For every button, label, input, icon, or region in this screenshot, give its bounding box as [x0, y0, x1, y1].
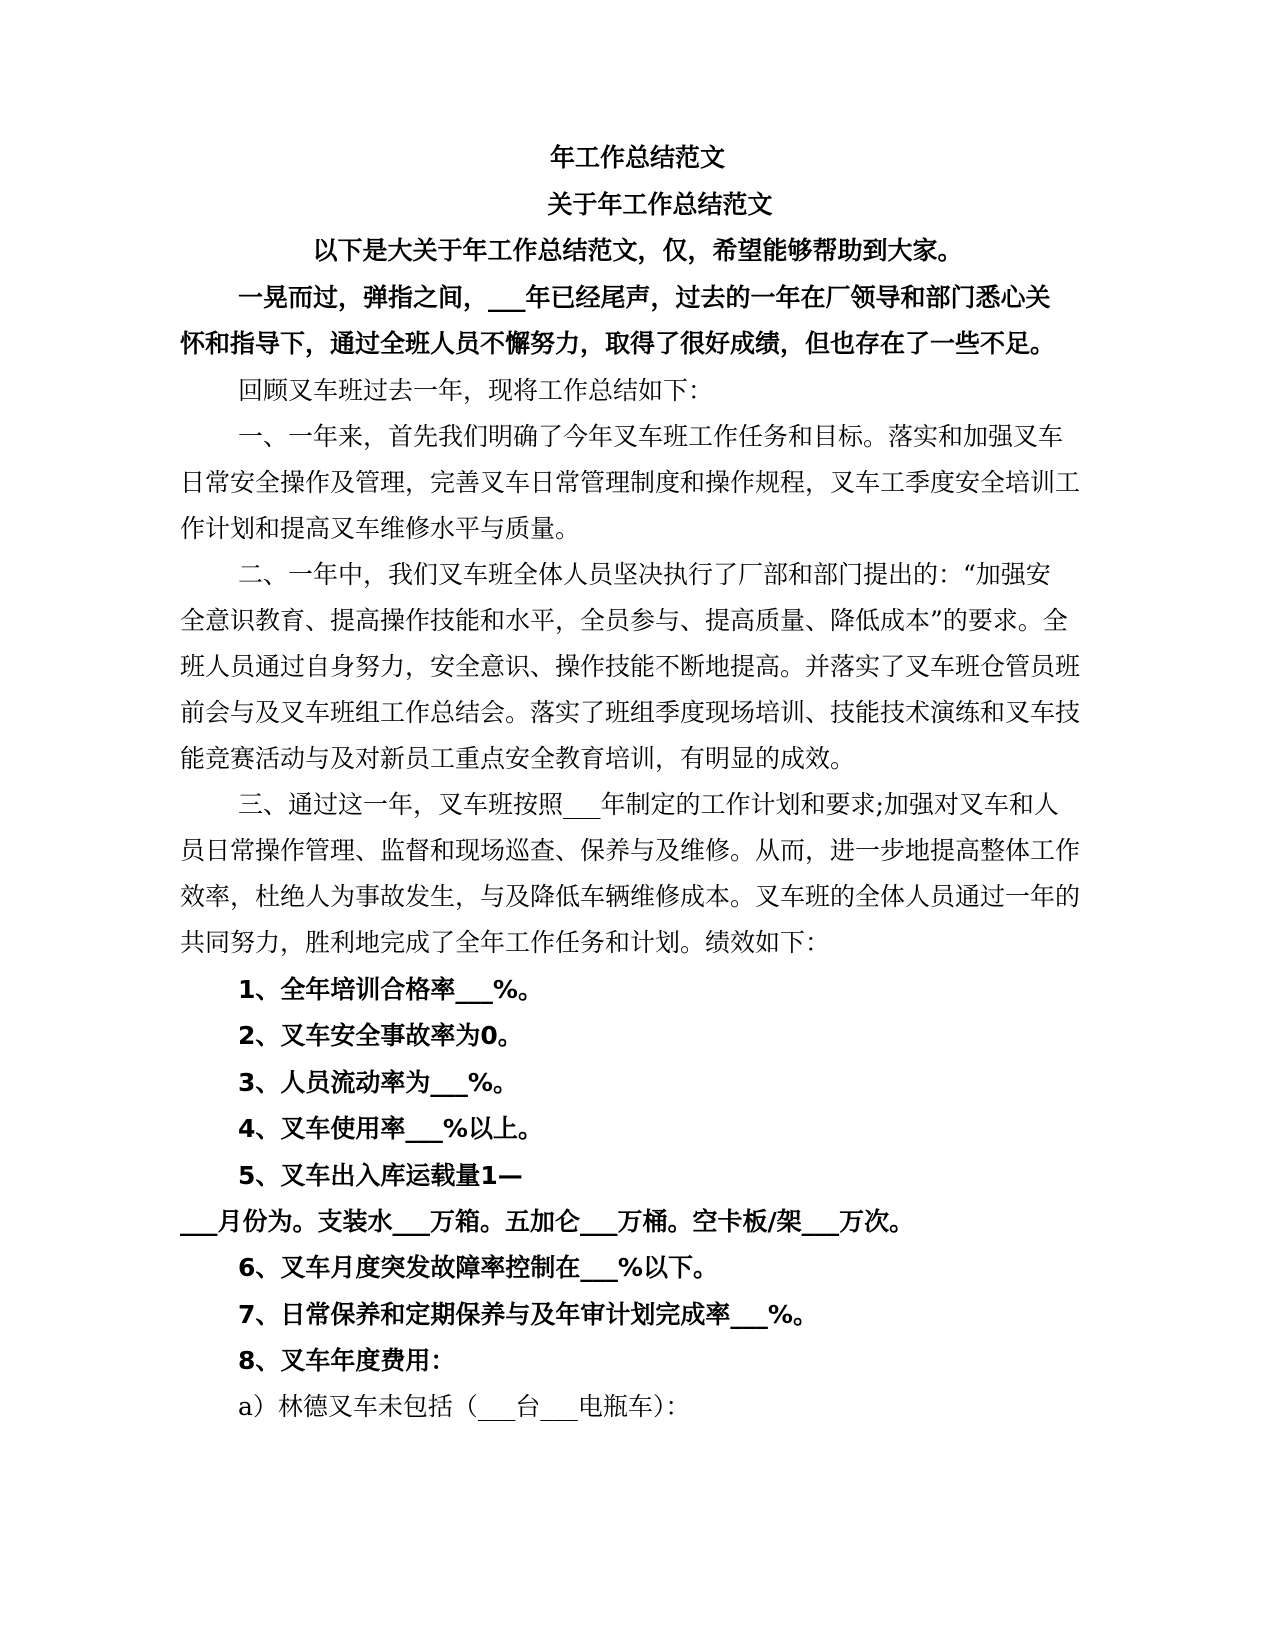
para4-line-5: 能竞赛活动与及对新员工重点安全教育培训，有明显的成效。 [180, 744, 856, 773]
item-3: 3、人员流动率为___%。 [238, 1068, 518, 1097]
para1-line-2: 怀和指导下，通过全班人员不懈努力，取得了很好成绩，但也存在了一些不足。 [180, 329, 1056, 358]
item-7: 7、日常保养和定期保养与及年审计划完成率___%。 [238, 1300, 818, 1329]
para4-line-2: 全意识教育、提高操作技能和水平，全员参与、提高质量、降低成本”的要求。全 [180, 606, 1068, 635]
para4-line-4: 前会与及叉车班组工作总结会。落实了班组季度现场培训、技能技术演练和叉车技 [180, 698, 1081, 727]
item-4: 4、叉车使用率___%以上。 [238, 1114, 543, 1143]
document-subtitle: 关于年工作总结范文 [547, 190, 773, 219]
item-8: 8、叉车年度费用： [238, 1346, 456, 1375]
para5-line-2: 员日常操作管理、监督和现场巡查、保养与及维修。从而，进一步地提高整体工作 [180, 836, 1081, 865]
para1-line-1: 一晃而过，弹指之间，___年已经尾声，过去的一年在厂领导和部门悉心关 [238, 283, 1051, 312]
para5-line-1: 三、通过这一年，叉车班按照___年制定的工作计划和要求;加强对叉车和人 [238, 790, 1059, 819]
item-1: 1、全年培训合格率___%。 [238, 975, 543, 1004]
para5-line-3: 效率，杜绝人为事故发生，与及降低车辆维修成本。叉车班的全体人员通过一年的 [180, 882, 1081, 911]
para3-line-2: 日常安全操作及管理，完善叉车日常管理制度和操作规程，叉车工季度安全培训工 [180, 468, 1081, 497]
intro-line: 以下是大关于年工作总结范文，仅，希望能够帮助到大家。 [312, 236, 963, 265]
para4-line-1: 二、一年中，我们叉车班全体人员坚决执行了厂部和部门提出的：“加强安 [238, 560, 1051, 589]
para3-line-3: 作计划和提高叉车维修水平与质量。 [180, 514, 581, 543]
item-6: 6、叉车月度突发故障率控制在___%以下。 [238, 1253, 718, 1282]
item-8-a: a）林德叉车未包括（___台___电瓶车）： [238, 1392, 691, 1421]
para2-line: 回顾叉车班过去一年，现将工作总结如下： [238, 376, 714, 405]
item-2: 2、叉车安全事故率为0。 [238, 1021, 523, 1050]
item-5: 5、叉车出入库运载量1— [238, 1161, 523, 1190]
item-5-continued: ___月份为。支装水___万箱。五加仑___万桶。空卡板/架___万次。 [180, 1207, 915, 1236]
para4-line-3: 班人员通过自身努力，安全意识、操作技能不断地提高。并落实了叉车班仓管员班 [180, 652, 1081, 681]
para3-line-1: 一、一年来，首先我们明确了今年叉车班工作任务和目标。落实和加强叉车 [238, 422, 1064, 451]
para5-line-4: 共同努力，胜利地完成了全年工作任务和计划。绩效如下： [180, 928, 831, 957]
document-title: 年工作总结范文 [549, 143, 725, 172]
